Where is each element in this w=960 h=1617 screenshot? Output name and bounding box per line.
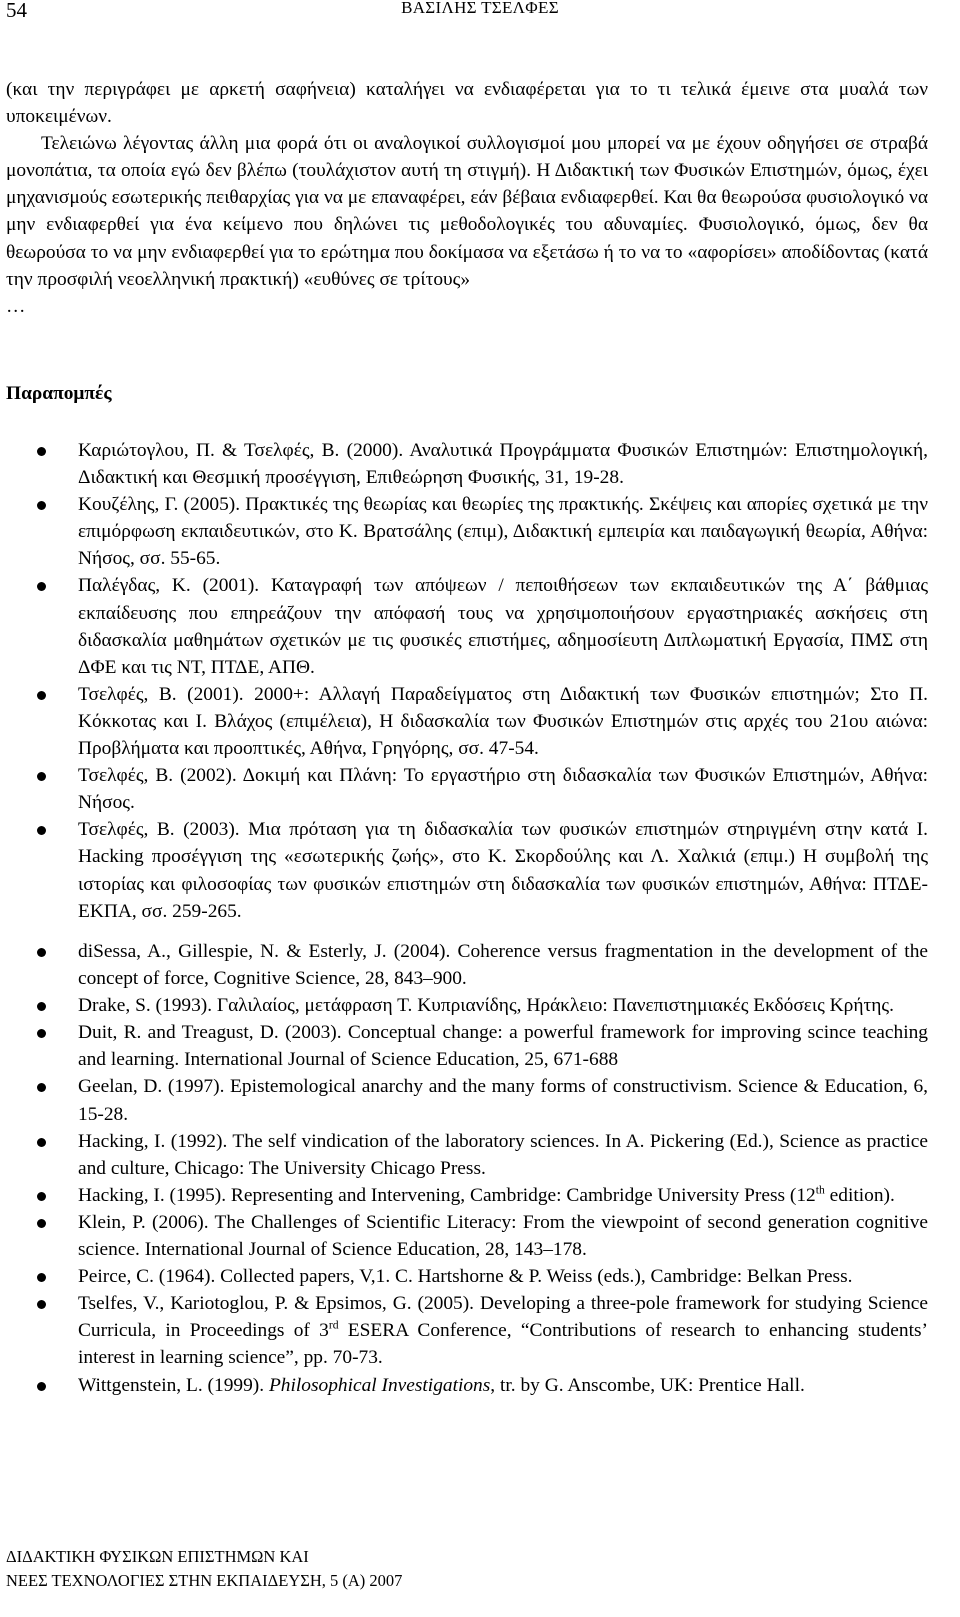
body-text bbox=[6, 76, 928, 320]
reference-item bbox=[6, 1209, 928, 1263]
reference-item bbox=[6, 816, 928, 924]
bullet-icon bbox=[37, 691, 46, 700]
reference-text: Peirce, C. (1964). Collected papers, V,1. C. Hartshorne & P. Weiss (eds.), Cambridge: Belkan Press. bbox=[78, 1266, 853, 1288]
footer-line: ΔΙΔΑΚΤΙΚΗ ΦΥΣΙΚΩΝ ΕΠΙΣΤΗΜΩΝ ΚΑΙ bbox=[6, 1547, 309, 1566]
reference-text: Τσελφές, Β. (2002). Δοκιμή και Πλάνη: Το εργαστήριο στη διδασκαλία των Φυσικών Επιστημών, Αθήνα: Νήσος. bbox=[78, 765, 928, 814]
reference-text: Κουζέλης, Γ. (2005). Πρακτικές της θεωρίας και θεωρίες της πρακτικής. Σκέψεις και απορίες σχετικά με την επιμόρφωση εκπαιδευτικών, στο Κ. Βρατσάλης (επιμ), Διδακτική εμπειρία και παιδαγωγική θεωρία, Αθήνα: Νήσος, σσ. 55-65. bbox=[78, 494, 928, 570]
page-number: 54 bbox=[6, 0, 27, 22]
reference-text: Τσελφές, Β. (2001). 2000+: Αλλαγή Παραδείγματος στη Διδακτική των Φυσικών επιστημών; Στο Π. Κόκκοτας και Ι. Βλάχος (επιμέλεια), Η διδασκαλία των Φυσικών Επιστημών στις αρχές του 21ου αιώνα: Προβλήματα και προοπτικές, Αθήνα, Γρηγόρης, σσ. 47-54. bbox=[78, 683, 928, 760]
reference-item bbox=[6, 572, 928, 680]
bullet-icon bbox=[37, 826, 46, 835]
bullet-icon bbox=[37, 1300, 46, 1309]
reference-item bbox=[6, 992, 928, 1019]
reference-text: Παλέγδας, Κ. (2001). Καταγραφή των απόψεων / πεποιθήσεων των εκπαιδευτικών της Α΄ βάθμιας εκπαίδευσης που επηρεάζουν την απόφασή τους να χρησιμοποιήσουν εργαστηριακές ασκήσεις στη διδασκαλία μαθημάτων σχετικών με τις φυσικές επιστήμες, αδημοσίευτη Διπλωματική Εργασία, ΠΜΣ στη ΔΦΕ και τις ΝΤ, ΠΤΔΕ, ΑΠΘ. bbox=[78, 575, 928, 678]
reference-text: Τσελφές, Β. (2003). Μια πρόταση για τη διδασκαλία των φυσικών επιστημών στηριγμένη στην κατά Ι. Hacking προσέγγιση της «εσωτερικής ζωής», στο Κ. Σκορδούλης και Λ. Χαλκιά (επιμ.) Η συμβολή της ιστορίας και φιλοσοφίας των φυσικών επιστημών στη διδασκαλία των φυσικών επιστημών, Αθήνα: ΠΤΔΕ-ΕΚΠΑ, σσ. 259-265. bbox=[78, 819, 928, 922]
reference-text: diSessa, A., Gillespie, N. & Esterly, J. (2004). Coherence versus fragmentation in the development of the concept of force, Cognitive Science, 28, 843–900. bbox=[78, 941, 928, 990]
reference-text: Drake, S. (1993). Γαλιλαίος, μετάφραση Τ. Κυπριανίδης, Ηράκλειο: Πανεπιστημιακές Εκδόσεις Κρήτης. bbox=[78, 995, 894, 1017]
bullet-icon bbox=[37, 1273, 46, 1282]
reference-item bbox=[6, 1263, 928, 1290]
bullet-icon bbox=[37, 1219, 46, 1228]
superscript: th bbox=[815, 1183, 825, 1197]
bullet-icon bbox=[37, 1029, 46, 1038]
reference-text: Hacking, I. (1992). The self vindication of the laboratory sciences. In A. Pickering (Ed.), Science as practice and culture, Chicago: The University Chicago Press. bbox=[78, 1130, 928, 1179]
bullet-icon bbox=[37, 1083, 46, 1092]
bullet-icon bbox=[37, 772, 46, 781]
book-title: Philosophical Investigations bbox=[268, 1374, 491, 1396]
bullet-icon bbox=[37, 1382, 46, 1391]
reference-text: Klein, P. (2006). The Challenges of Scientific Literacy: From the viewpoint of second generation cognitive science. International Journal of Science Education, 28, 143–178. bbox=[78, 1211, 928, 1261]
reference-list-latin bbox=[6, 938, 928, 1399]
reference-item bbox=[6, 1372, 928, 1399]
reference-item bbox=[6, 1019, 928, 1073]
footer-line: ΝΕΕΣ ΤΕΧΝΟΛΟΓΙΕΣ ΣΤΗΝ ΕΚΠΑΙΔΕΥΣΗ, 5 (Α) 2007 bbox=[6, 1571, 403, 1590]
paragraph: Τελειώνω λέγοντας άλλη μια φορά ότι οι αναλογικοί συλλογισμοί μου μπορεί να με έχουν οδηγήσει σε στραβά μονοπάτια, τα οποία εγώ δεν βλέπω (τουλάχιστον αυτή τη στιγμή). Η Διδακτική των Φυσικών Επιστημών, όμως, έχει μηχανισμούς εσωτερικής πειθαρχίας για να με επαναφέρει, εάν βέβαια ενδιαφερθεί. Και θα θεωρούσα φυσιολογικό να μην ενδιαφερθεί για ένα κείμενο που δηλώνει τις μεθοδολογικές του αδυναμίες. Φυσιολογικό, όμως, δεν θα θεωρούσα το να μην ενδιαφερθεί για το ερώτημα που δοκίμασα να εξετάσω ή το να το «αφορίσει» αποδίδοντας (κατά την προσφιλή νεοελληνική πρακτική) «ευθύνες σε τρίτους» bbox=[6, 133, 928, 290]
reference-text: Geelan, D. (1997). Epistemological anarchy and the many forms of constructivism. Science & Education, 6, 15-28. bbox=[78, 1076, 928, 1125]
footer bbox=[6, 1545, 402, 1593]
reference-item bbox=[6, 762, 928, 816]
reference-text: Duit, R. and Treagust, D. (2003). Conceptual change: a powerful framework for improving scince teaching and learning. International Journal of Science Education, 25, 671-688 bbox=[78, 1022, 928, 1071]
bullet-icon bbox=[37, 501, 46, 510]
reference-text-cont: edition). bbox=[824, 1184, 895, 1206]
references-heading: Παραπομπές bbox=[6, 383, 112, 404]
running-head: ΒΑΣΙΛΗΣ ΤΣΕΛΦΕΣ bbox=[401, 0, 559, 17]
reference-item bbox=[6, 1182, 928, 1209]
bullet-icon bbox=[37, 1002, 46, 1011]
bullet-icon bbox=[37, 948, 46, 957]
reference-text: Wittgenstein, L. (1999). bbox=[78, 1374, 269, 1396]
bullet-icon bbox=[37, 582, 46, 591]
bullet-icon bbox=[37, 1192, 46, 1201]
reference-text: Hacking, I. (1995). Representing and Intervening, Cambridge: Cambridge University Press (12 bbox=[78, 1184, 816, 1206]
reference-text: Καριώτογλου, Π. & Τσελφές, Β. (2000). Αναλυτικά Προγράμματα Φυσικών Επιστημών: Επιστημολογική, Διδακτική και Θεσμική προσέγγιση, Επιθεώρηση Φυσικής, 31, 19-28. bbox=[78, 440, 928, 489]
bullet-icon bbox=[37, 1138, 46, 1147]
ellipsis: … bbox=[6, 295, 26, 317]
reference-list-greek bbox=[6, 437, 928, 925]
bullet-icon bbox=[37, 447, 46, 456]
reference-item bbox=[6, 1290, 928, 1371]
reference-item bbox=[6, 1073, 928, 1127]
reference-item bbox=[6, 1128, 928, 1182]
reference-text-cont: ESERA Conference, “Contributions of research to enhancing students’ interest in learning science”, pp. 70-73. bbox=[78, 1320, 928, 1369]
reference-text-cont: , tr. by G. Anscombe, UK: Prentice Hall. bbox=[490, 1374, 805, 1396]
reference-item bbox=[6, 437, 928, 491]
superscript: rd bbox=[328, 1318, 339, 1332]
reference-item bbox=[6, 938, 928, 992]
reference-text: Tselfes, V., Kariotoglou, P. & Epsimos, G. (2005). Developing a three-pole framework for studying Science Curricula, in Proceedings of 3 bbox=[78, 1293, 928, 1342]
reference-item bbox=[6, 491, 928, 572]
paragraph: (και την περιγράφει με αρκετή σαφήνεια) καταλήγει να ενδιαφέρεται για το τι τελικά έμεινε στα μυαλά των υποκειμένων. bbox=[6, 79, 928, 128]
reference-item bbox=[6, 681, 928, 762]
